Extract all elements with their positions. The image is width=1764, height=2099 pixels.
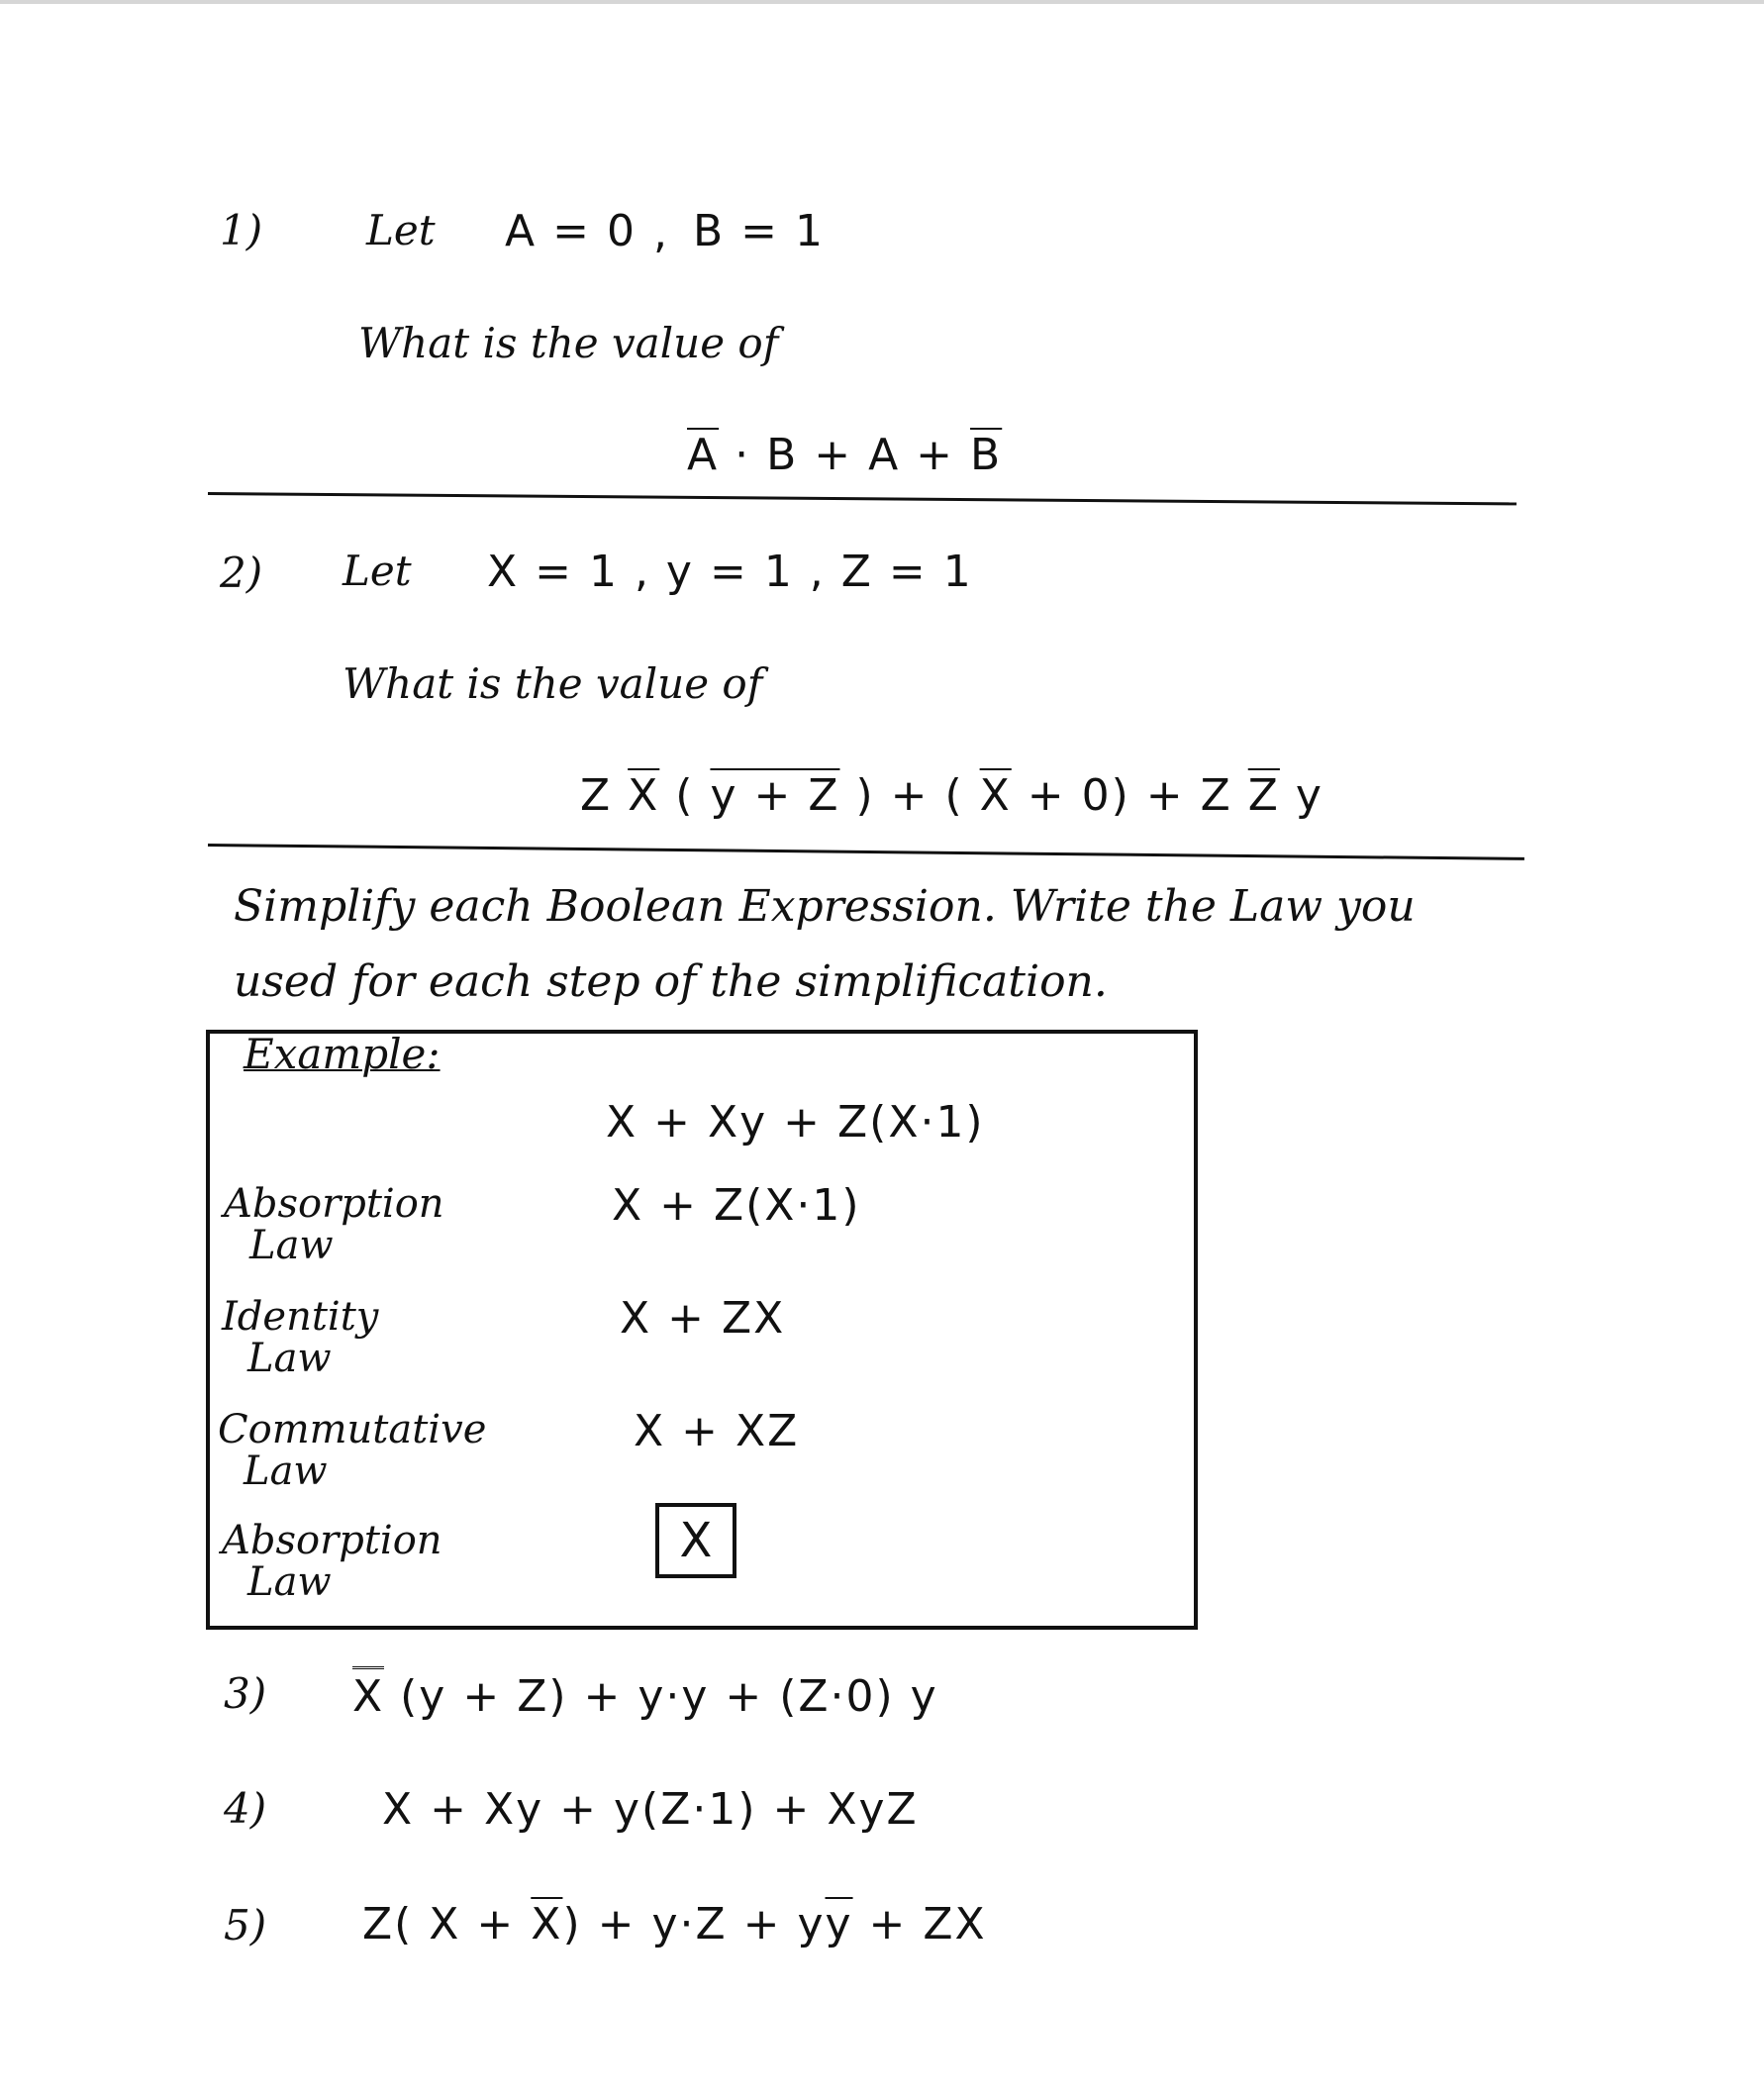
example-step-4-law: Absorption Law (222, 1518, 442, 1605)
problem-1-a-bar: $\overline{A}$ (687, 430, 720, 480)
problem-2-expression: Z $\overline{X}$ ( y + Z ) + ( $\overline{X} + 0) + Z$ $\overline{Z}$ y (580, 770, 1323, 821)
problem-3-expression: X (y + Z) + y·y + (Z·0) y (352, 1675, 938, 1719)
problem-3-number: 3) (224, 1669, 267, 1718)
problem-5-number: 5) (224, 1901, 267, 1949)
instructions-line-2: used for each step of the simplification. (234, 956, 1108, 1007)
example-step-3-law: Commutative Law (218, 1407, 487, 1494)
example-title: Example: (244, 1030, 441, 1078)
problem-1-question: What is the value of (358, 319, 779, 367)
example-step-3-expr: X + XZ (634, 1406, 800, 1456)
problem-4-number: 4) (224, 1784, 267, 1833)
problem-4-expression: X + Xy + y(Z·1) + XyZ (382, 1784, 919, 1835)
problem-1-comma: , (653, 208, 669, 258)
problem-1-b-bar: $\overline{B}$ (970, 430, 1003, 480)
example-answer-box: X (655, 1503, 736, 1578)
page-top-border (0, 0, 1764, 4)
example-step-1-law: Absorption Law (224, 1181, 444, 1268)
divider-2 (208, 844, 1524, 860)
problem-1-expr-mid: · B + A + (719, 430, 971, 480)
divider-1 (208, 492, 1517, 505)
problem-1-let: Let (366, 206, 436, 254)
problem-1-assign-a: A = 0 (505, 206, 637, 256)
example-step-1-expr: X + Z(X·1) (612, 1180, 861, 1231)
example-step-0-expr: X + Xy + Z(X·1) (606, 1097, 985, 1148)
problem-1-assign-b: B = 1 (693, 206, 826, 256)
example-step-2-expr: X + ZX (620, 1293, 786, 1344)
problem-3-x-double-bar: X (352, 1666, 384, 1722)
problem-2-question: What is the value of (343, 659, 763, 708)
problem-5-expression: Z( $X + \overline{X}) + y\cdot Z + y\overline{y}$ + ZX (362, 1899, 987, 1949)
problem-1-expression (687, 430, 1003, 480)
problem-2-number: 2) (220, 549, 263, 597)
problem-2-let: Let (343, 547, 412, 595)
problem-2-assign: X = 1 , y = 1 , Z = 1 (487, 547, 973, 597)
problem-1-number: 1) (220, 206, 263, 254)
instructions-line-1: Simplify each Boolean Expression. Write the Law you (234, 881, 1416, 932)
example-step-2-law: Identity Law (222, 1294, 379, 1381)
